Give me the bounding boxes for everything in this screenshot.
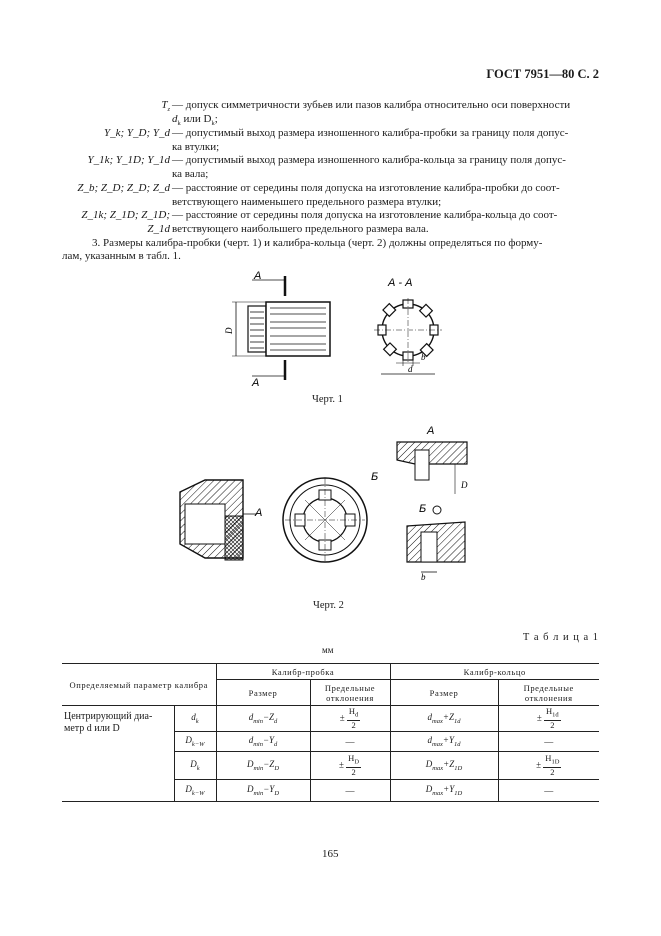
figure-2-drawing [175,420,475,590]
table-title: Т а б л и ц а 1 [522,632,599,643]
symbol-y-ring: Y_1k; Y_1D; Y_1d [87,154,170,166]
table-row: $D_{k-W}$ $D_{min}-Y_D$ — $D_{max}+Y_{1D}$ — [62,780,599,802]
definition-text-cont: ветствующего наибольшего предельного размера вала. [172,223,429,235]
table-row: $D_k$ $D_{min}-Z_D$ ± $\frac{H_D}{2}$ $D_{max}+Z_{1D}$ ± $\frac{H_{1D}}{2}$ [62,752,599,780]
symbol-z-ring: Z_1k; Z_1D; Z_1D; Z_1d [81,209,170,235]
definition-text-cont: ка вала; [172,168,209,180]
detail-a-label: А [427,425,435,437]
detail-b-label: Б [419,503,427,515]
col-plug-dev: Предельные отклонения [310,680,390,706]
page-number: 165 [322,848,339,860]
definition-text: — допуск симметричности зубьев или пазов калибра относительно оси поверхности [172,99,571,111]
definition-text: — расстояние от середины поля допуска на изготовление калибра-пробки до соот- [172,182,560,194]
section-label: А - А [388,277,413,289]
definition-text: — допустимый выход размера изношенного калибра-кольца за границу поля допус- [172,154,566,166]
col-ring-size: Размер [390,680,498,706]
page-header: ГОСТ 7951—80 С. 2 [486,67,599,81]
paragraph-3: 3. Размеры калибра-пробки (черт. 1) и калибра-кольца (черт. 2) должны определяться по форму- [92,237,543,249]
definition-text: — допустимый выход размера изношенного калибра-пробки за границу поля допус- [172,127,569,139]
paragraph-3-cont: лам, указанным в табл. 1. [62,250,181,262]
label-a: А [255,507,263,519]
symbol-z-plug: Z_b; Z_D; Z_D; Z_d [77,182,170,194]
row-group-label: Центрирующий диа- метр d или D [62,706,174,802]
definition-text-cont: ка втулки; [172,141,220,153]
figure-1-caption: Черт. 1 [312,394,343,405]
figure-2-caption: Черт. 2 [313,600,344,611]
cut-label-a: А [254,270,262,282]
dim-dk: D [461,480,468,490]
definition-text-cont: ветствующего наименьшего предельного размера втулки; [172,196,442,208]
col-ring-dev: Предельные отклонения [523,682,574,703]
definition-text-cont: $d_k$ или $D_k$; [172,113,218,128]
symbol-tz: $T_z$ [161,99,170,114]
symbol-y-plug: Y_k; Y_D; Y_d [103,127,170,139]
cut-label-a: А [252,377,260,388]
dim-d: d [408,364,413,374]
dim-bk: b [421,352,426,362]
col-ring-header: Калибр-кольцо [463,666,526,677]
definition-text: — расстояние от середины поля допуска на изготовление калибра-кольца до соот- [172,209,558,221]
table-row: $D_{k-W}$ $d_{min}-Y_d$ — $d_{max}+Y_{1d}$ — [62,732,599,752]
col-plug-size: Размер [216,680,310,706]
dim-bk: b [421,572,426,582]
table-unit: мм [322,645,334,655]
col-plug-header: Калибр-пробка [216,664,390,680]
figure-1-drawing [200,268,450,388]
table-row: Центрирующий диа- метр d или D $d_k$ $d_{min}-Z_d$ ± $\frac{H_d}{2}$ $d_{max}+Z_{1d}$ ± $\frac{H_{1d}}{2}$ [62,706,599,732]
tolerance-table [62,663,599,802]
label-b: Б [371,471,379,483]
col-param-header: Определяемый параметр калибра [62,664,216,706]
dim-dk: D [224,327,234,334]
